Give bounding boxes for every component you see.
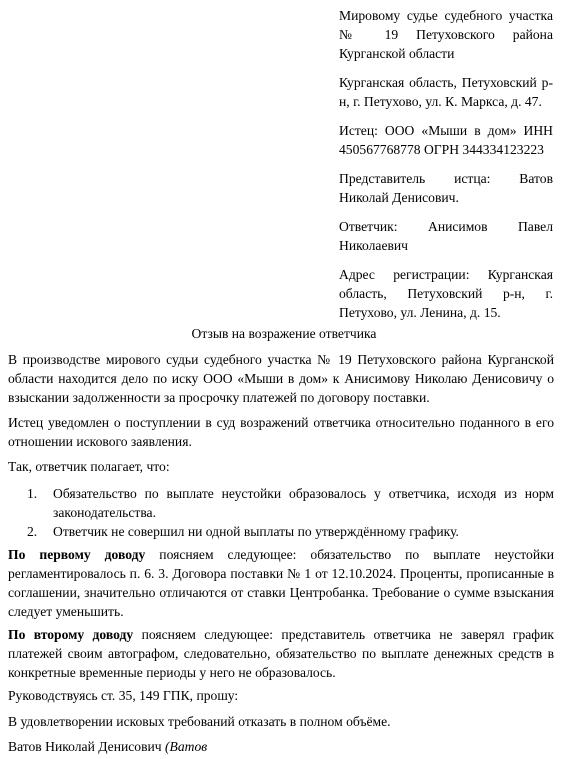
court-name: Мировому судье судебного участка № 19 Петуховского района Курганской области (339, 8, 553, 61)
first-argument-paragraph (8, 545, 554, 621)
signature-line (8, 737, 207, 756)
list-item-number: 1. (27, 486, 38, 501)
defendant-address: Адрес регистрации: Курганская область, Петуховский р-н, г. Петухово, ул. Ленина, д. 15. (339, 267, 553, 320)
recipient-header (339, 6, 553, 332)
second-argument-lead: По второму доводу (8, 627, 134, 642)
list-item (8, 522, 554, 541)
court-address: Курганская область, Петуховский р-н, г. Петухово, ул. К. Маркса, д. 47. (339, 75, 553, 109)
list-item-number: 2. (27, 524, 38, 539)
intro-paragraph: В производстве мирового судьи судебного участка № 19 Петуховского района Курганской области находится дело по иску ООО «Мыши в дом» к Анисимову Николаю Денисовичу о взыскании задолженности за просрочку платежей по договору поставки. (8, 352, 554, 405)
first-argument-lead: По первому доводу (8, 547, 146, 562)
defendant-info: Ответчик: Анисимов Павел Николаевич (339, 219, 553, 253)
list-item-text: Обязательство по выплате неустойки образовалось у ответчика, исходя из норм законодательства. (53, 486, 554, 520)
list-item-text: Ответчик не совершил ни одной выплаты по утверждённому графику. (53, 524, 459, 539)
first-argument-text: поясняем следующее: обязательство по выплате неустойки регламентировалось п. 6. 3. Договора поставки № 1 от 12.10.2024. Проценты, прописанные в соглашении, значительно отличаются от ставки Центробанка. Требование о сумме взыскания следует уменьшить. (8, 547, 554, 619)
notice-paragraph: Истец уведомлен о поступлении в суд возражений ответчика относительно поданного в его отношении искового заявления. (8, 415, 554, 449)
handwritten-signature: (Ватов (165, 739, 208, 754)
document-title: Отзыв на возражение ответчика (191, 326, 377, 341)
second-argument-paragraph (8, 625, 554, 682)
signer-name: Ватов Николай Денисович (8, 739, 162, 754)
second-argument-text: поясняем следующее: представитель ответчика не заверял график платежей своим автографом, следовательно, обязательство по выплате денежных средств в конкретные временные периоды у него не образовалось. (8, 627, 554, 680)
defendant-claims-list (8, 484, 554, 541)
plaintiff-representative: Представитель истца: Ватов Николай Денисович. (339, 171, 553, 205)
plaintiff-info: Истец: ООО «Мыши в дом» ИНН 450567768778 ОГРН 344334123223 (339, 123, 553, 157)
list-item (8, 484, 554, 522)
defendant-claims-lead: Так, ответчик полагает, что: (8, 459, 170, 474)
request-paragraph: В удовлетворении исковых требований отказать в полном объёме. (8, 714, 391, 729)
legal-basis-paragraph: Руководствуясь ст. 35, 149 ГПК, прошу: (8, 688, 239, 703)
